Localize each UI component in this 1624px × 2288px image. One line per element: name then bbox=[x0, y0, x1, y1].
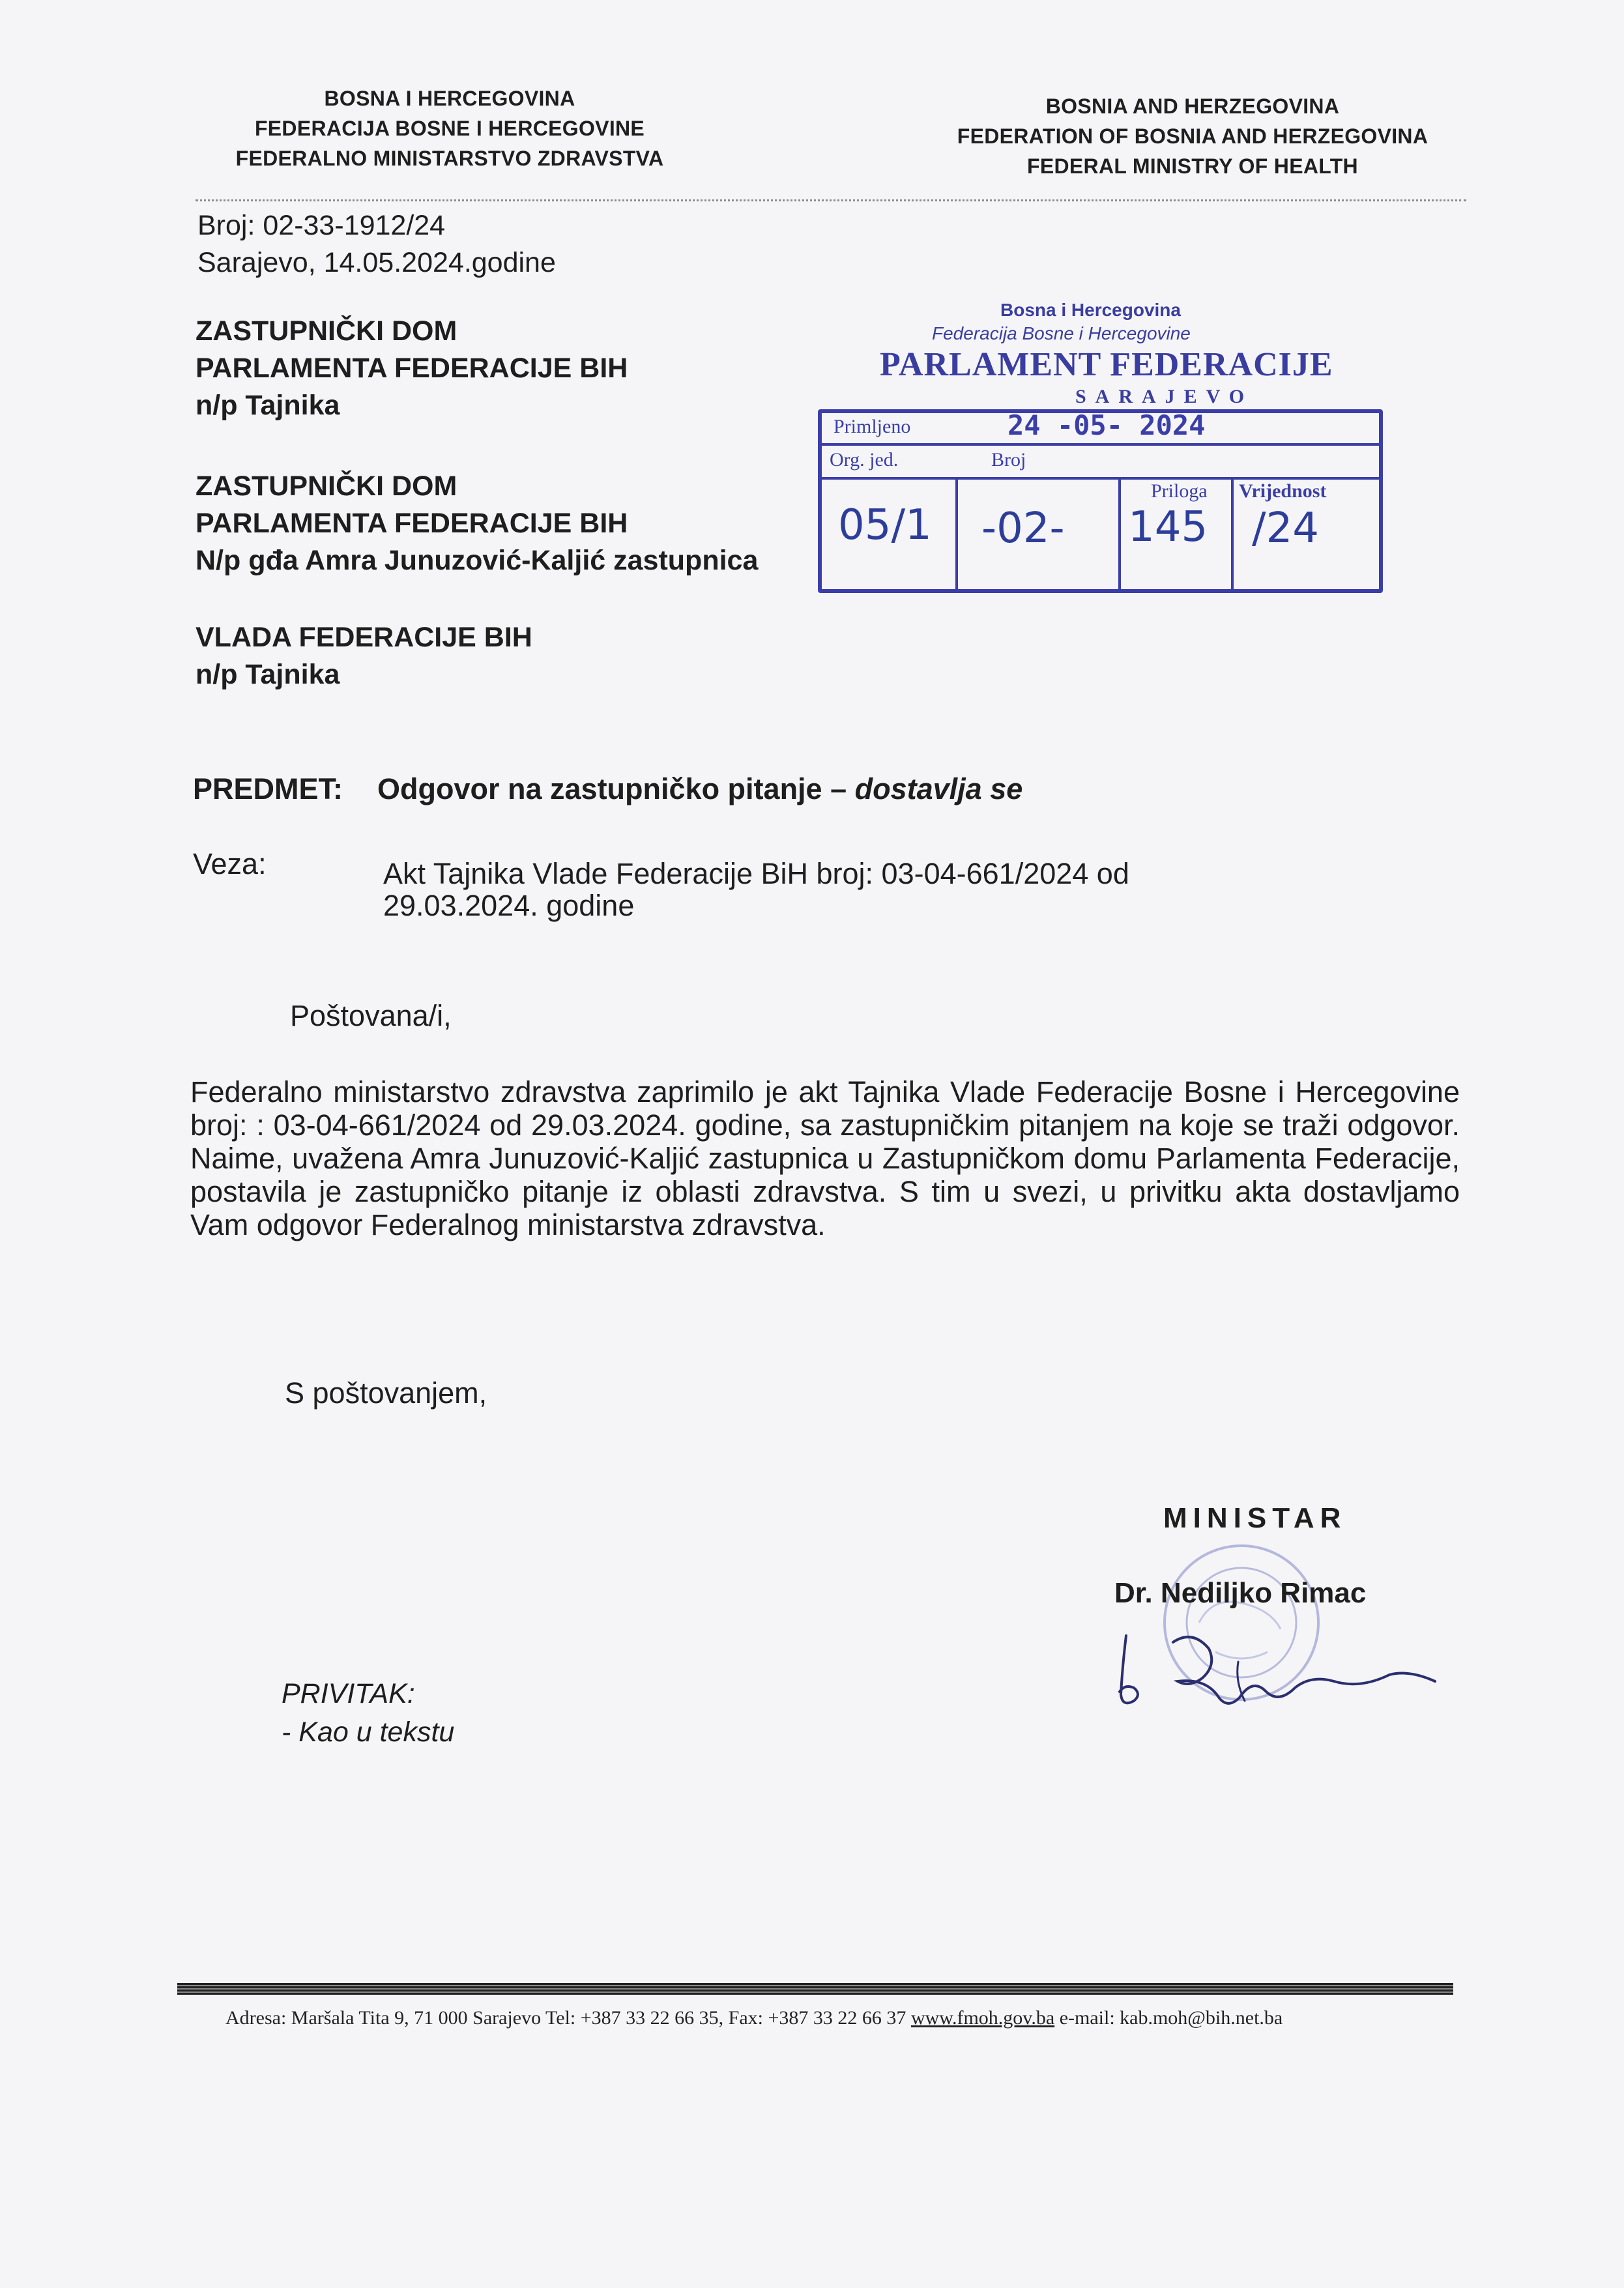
header-divider bbox=[196, 199, 1466, 201]
header-left-line-2: FEDERACIJA BOSNE I HERCEGOVINE bbox=[254, 117, 645, 140]
subject-text: Odgovor na zastupničko pitanje – bbox=[377, 772, 855, 805]
subject-label: PREDMET: bbox=[193, 772, 343, 805]
header-right-line-2: FEDERATION OF BOSNIA AND HERZEGOVINA bbox=[957, 124, 1428, 148]
stamp-org-label: Org. jed. bbox=[830, 449, 899, 471]
recipient-line: ZASTUPNIČKI DOM bbox=[196, 471, 457, 502]
recipient-line: N/p gđa Amra Junuzović-Kaljić zastupnica bbox=[196, 545, 759, 576]
header-left-line-1: BOSNA I HERCEGOVINA bbox=[324, 87, 575, 110]
stamp-received-date: 24 -05- 2024 bbox=[1008, 409, 1206, 441]
stamp-value-label: Vrijednost bbox=[1239, 480, 1327, 502]
subject-line bbox=[193, 772, 1022, 806]
stamp-column-divider bbox=[1231, 477, 1234, 589]
stamp-line-4: SARAJEVO bbox=[1075, 386, 1254, 407]
stamp-org-value: 05/1 bbox=[838, 501, 932, 549]
header-left bbox=[163, 83, 736, 173]
footer-email: e-mail: kab.moh@bih.net.ba bbox=[1054, 2007, 1283, 2029]
stamp-attachment-label: Priloga bbox=[1151, 480, 1208, 502]
stamp-number-label: Broj bbox=[991, 449, 1026, 471]
stamp-column-divider bbox=[955, 477, 958, 589]
footer-website-link[interactable]: www.fmoh.gov.ba bbox=[910, 2007, 1055, 2029]
document-number: Broj: 02-33-1912/24 bbox=[197, 210, 446, 241]
recipient-line: n/p Tajnika bbox=[196, 659, 340, 690]
header-left-line-3: FEDERALNO MINISTARSTVO ZDRAVSTVA bbox=[235, 147, 664, 170]
recipient-line: VLADA FEDERACIJE BIH bbox=[196, 622, 532, 653]
reference-text bbox=[383, 858, 1129, 921]
parliament-receipt-stamp bbox=[818, 409, 1383, 593]
stamp-divider bbox=[822, 443, 1379, 446]
parliament-stamp-heading bbox=[841, 300, 1401, 420]
reference-line-1: Akt Tajnika Vlade Federacije BiH broj: 03-04-661/2024 od bbox=[383, 857, 1129, 890]
reference-label: Veza: bbox=[193, 847, 267, 880]
header-right-line-3: FEDERAL MINISTRY OF HEALTH bbox=[1027, 154, 1358, 178]
signatory-name: Dr. Nediljko Rimac bbox=[1114, 1577, 1367, 1609]
recipient-line: ZASTUPNIČKI DOM bbox=[196, 315, 457, 347]
stamp-received-label: Primljeno bbox=[834, 416, 911, 437]
footer-address: Adresa: Maršala Tita 9, 71 000 Sarajevo Tel: +387 33 22 66 35, Fax: +387 33 22 66 37 bbox=[225, 2007, 911, 2029]
attachment-label: PRIVITAK: bbox=[282, 1678, 415, 1709]
recipient-block-2 bbox=[196, 468, 758, 579]
signatory-title: MINISTAR bbox=[1163, 1502, 1347, 1534]
stamp-year-value: /24 bbox=[1252, 504, 1319, 553]
header-right bbox=[893, 91, 1492, 181]
stamp-line-2: Federacija Bosne i Hercegovine bbox=[932, 323, 1191, 343]
reference-line-2: 29.03.2024. godine bbox=[383, 889, 635, 922]
recipient-block-1 bbox=[196, 313, 628, 424]
closing: S poštovanjem, bbox=[285, 1376, 487, 1410]
stamp-line-1: Bosna i Hercegovina bbox=[1000, 300, 1181, 320]
stamp-divider bbox=[822, 477, 1379, 480]
document-place-date: Sarajevo, 14.05.2024.godine bbox=[197, 247, 556, 278]
header-right-line-1: BOSNIA AND HERZEGOVINA bbox=[1045, 94, 1340, 118]
salutation: Poštovana/i, bbox=[290, 999, 452, 1032]
body-paragraph: Federalno ministarstvo zdravstva zaprimilo je akt Tajnika Vlade Federacije Bosne i Hercegovine broj: : 03-04-661/2024 od 29.03.2024. godine, sa zastupničkim pitanjem na koje se traži odgovor. Naime, uvažena Amra Junuzović-Kaljić zastupnica u Zastupničkom domu Parlamenta Federacije, postavila je zastupničko pitanje iz oblasti zdravstva. S tim u svezi, u privitku akta dostavljamo Vam odgovor Federalnog ministarstva zdravstva. bbox=[190, 1075, 1460, 1241]
attachment-item: - Kao u tekstu bbox=[282, 1716, 455, 1748]
footer-contact bbox=[225, 2007, 1283, 2029]
recipient-block-3 bbox=[196, 619, 532, 693]
stamp-line-3: PARLAMENT FEDERACIJE bbox=[880, 346, 1333, 383]
recipient-line: PARLAMENTA FEDERACIJE BIH bbox=[196, 353, 628, 384]
subject-emphasis: dostavlja se bbox=[854, 772, 1023, 805]
footer-divider bbox=[177, 1983, 1453, 1995]
stamp-attachment-value: 145 bbox=[1128, 503, 1208, 551]
stamp-number-value: -02- bbox=[981, 504, 1065, 553]
recipient-line: PARLAMENTA FEDERACIJE BIH bbox=[196, 508, 628, 539]
recipient-line: n/p Tajnika bbox=[196, 390, 340, 421]
stamp-column-divider bbox=[1118, 477, 1121, 589]
handwritten-signature bbox=[1108, 1623, 1499, 1720]
